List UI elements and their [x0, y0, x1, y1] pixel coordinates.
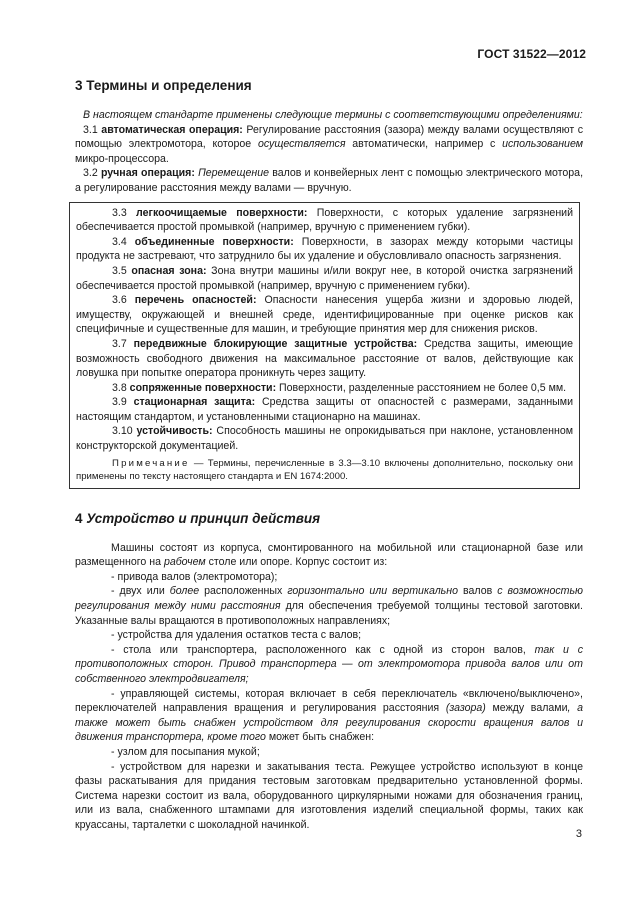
term-3-5: 3.5 опасная зона: Зона внутри машины и/или вокруг нее, в которой очистка загрязнений обеспечивается простой промывкой (например, вручную с применением губки).	[76, 264, 573, 292]
section-4	[75, 511, 583, 833]
term-3-4: 3.4 объединенные поверхности: Поверхности, в зазорах между которыми частицы продукта не застревают, что затруднило бы их удаление и обусловливало опасность загрязнения.	[76, 235, 574, 263]
term-3-6: 3.6 перечень опасностей: Опасности нанесения ущерба жизни и здоровью людей, имуществу, окружающей и внешней среде, идентифицированные при оценке рисков как специфичные и существенные для машин, и требующие принятия мер для снижения рисков.	[76, 294, 573, 336]
list-item: - узлом для посыпания мукой;	[111, 745, 260, 758]
term-3-2: 3.2 ручная операция: Перемещение валов и конвейерных лент с помощью электрического мотора, а регулирование расстояния между валами — вручную.	[75, 167, 584, 194]
list-item: - устройством для нарезки и закатывания теста. Режущее устройство используют в конце фазы раскатывания для придания тестовым заготовкам предварительно установленной формы. Система нарезки состоит из вала, оборудованного циркулярными ножами для обозначения границ, или из вала, снабженного штампами для изготовления изделий специальной формы, таких как круассаны, тарталетки с шоколадной начинкой.	[75, 760, 583, 831]
term-3-9: 3.9 стационарная защита: Средства защиты от опасностей с размерами, заданными настоящим стандартом, и установленными стационарно на машинах.	[76, 396, 573, 423]
page-content	[75, 78, 583, 833]
section-3-intro: В настоящем стандарте применены следующие термины с соответствующими определениями:	[83, 109, 583, 121]
term-3-7: 3.7 передвижные блокирующие защитные устройства: Средства защиты, имеющие возможность свободного движения на максимальное расстояние от валов, действующие как ловушка при попытке оператора проникнуть через защиту.	[76, 337, 573, 380]
terms-note: Примечание — Термины, перечисленные в 3.3—3.10 включены дополнительно, поскольку они применены по тексту настоящего стандарта и EN 1674:2000.	[76, 457, 573, 483]
list-item: - устройства для удаления остатков теста с валов;	[111, 629, 362, 642]
section-4-heading: 4 Устройство и принцип действия	[75, 510, 321, 526]
term-3-10: 3.10 устойчивость: Способность машины не опрокидываться при наклоне, установленном конструкторской документацией.	[76, 425, 573, 453]
term-3-1: 3.1 автоматическая операция: Регулирование расстояния (зазора) между валами осуществляют с помощью электромотора, которое осуществляется автоматически, например с использованием микро-процессора.	[75, 123, 584, 165]
section-3-heading: 3 Термины и определения	[75, 78, 252, 93]
section-4-paragraph: Машины состоят из корпуса, смонтированного на мобильной или стационарной базе или размещенного на рабочем столе или опоре. Корпус состоит из:	[75, 541, 583, 569]
additional-terms-box	[69, 202, 580, 489]
page-number: 3	[575, 828, 582, 840]
term-3-3: 3.3 легкоочищаемые поверхности: Поверхности, с которых удаление загрязнений обеспечивается простой промывкой (например, вручную с применением губки).	[76, 206, 574, 234]
list-item: - стола или транспортера, расположенного как с одной из сторон валов, так и с противоположных сторон. Привод транспортера — от электромотора привода валов или от собственного электродвигателя;	[75, 643, 583, 685]
list-item: - двух или более расположенных горизонтально или вертикально валов с возможностью регулирования между ними расстояния для обеспечения требуемой толщины тестовой заготовки. Указанные валы вращаются в противоположных направлениях;	[75, 585, 584, 627]
list-item: - привода валов (электромотора);	[111, 570, 278, 583]
standard-header: ГОСТ 31522—2012	[477, 47, 586, 61]
term-3-8: 3.8 сопряженные поверхности: Поверхности, разделенные расстоянием не более 0,5 мм.	[112, 381, 567, 394]
list-item: - управляющей системы, которая включает в себя переключатель «включено/выключено», переключателей направления вращения и регулирования расстояния (зазора) между валами, а также может быть снабжен устройством для регулирования скорости вращения валов и движения транспортера, кроме того может быть снабжен:	[75, 687, 583, 744]
